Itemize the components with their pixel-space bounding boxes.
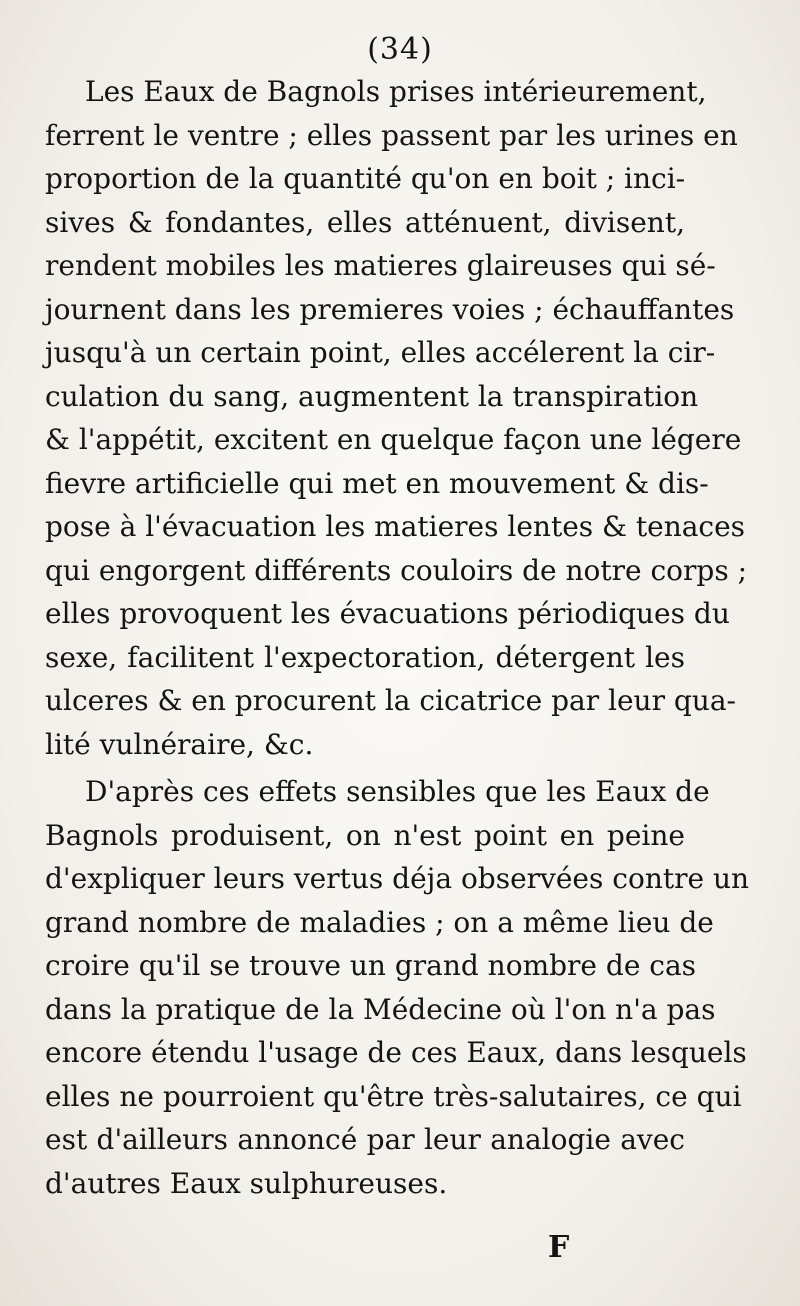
text-line: grand nombre de maladies ; on a même lieu de	[45, 905, 714, 939]
paragraph	[45, 770, 750, 1205]
text-line: D'après ces effets sensibles que les Eaux de	[85, 775, 710, 808]
text-line: culation du sang, augmentent la transpiration	[45, 379, 699, 413]
text-line: elles provoquent les évacuations périodiques du	[45, 597, 730, 630]
text-line: rendent mobiles les matieres glaireuses qui sé-	[45, 249, 716, 282]
text-line: d'expliquer leurs vertus déja observées contre un	[45, 862, 750, 895]
text-line: d'autres Eaux sulphureuses.	[45, 1166, 448, 1200]
body-text	[45, 70, 750, 1205]
text-line: encore étendu l'usage de ces Eaux, dans lesquels	[45, 1036, 747, 1069]
text-line: qui engorgent différents couloirs de notre corps ;	[45, 553, 748, 587]
text-line: jusqu'à un certain point, elles accélerent la cir-	[45, 336, 716, 369]
paragraph	[45, 70, 748, 766]
text-line: elles ne pourroient qu'être très-salutaires, ce qui	[45, 1079, 742, 1113]
signature-mark: F	[548, 1230, 570, 1265]
text-line: journent dans les premieres voies ; échauffantes	[45, 292, 735, 326]
text-line: fievre artificielle qui met en mouvement & dis-	[45, 466, 709, 500]
text-line: & l'appétit, excitent en quelque façon une légere	[45, 423, 742, 456]
text-line: dans la pratique de la Médecine où l'on n'a pas	[45, 992, 716, 1026]
text-line: Bagnols produisent, on n'est point en peine	[45, 818, 685, 852]
text-line: Les Eaux de Bagnols prises intérieurement,	[85, 75, 707, 108]
text-line: sexe, facilitent l'expectoration, détergent les	[45, 640, 685, 674]
text-line: croire qu'il se trouve un grand nombre de cas	[45, 949, 697, 982]
text-line: proportion de la quantité qu'on en boit ; inci-	[45, 162, 686, 195]
text-line: sives & fondantes, elles atténuent, divisent,	[45, 205, 685, 239]
text-line: pose à l'évacuation les matieres lentes & tenaces	[45, 510, 746, 543]
page-number: (34)	[367, 32, 433, 67]
text-line: lité vulnéraire, &c.	[45, 727, 314, 761]
text-line: ulceres & en procurent la cicatrice par leur qua-	[45, 684, 736, 717]
text-line: ferrent le ventre ; elles passent par les urines en	[45, 118, 738, 152]
text-line: est d'ailleurs annoncé par leur analogie avec	[45, 1123, 685, 1156]
